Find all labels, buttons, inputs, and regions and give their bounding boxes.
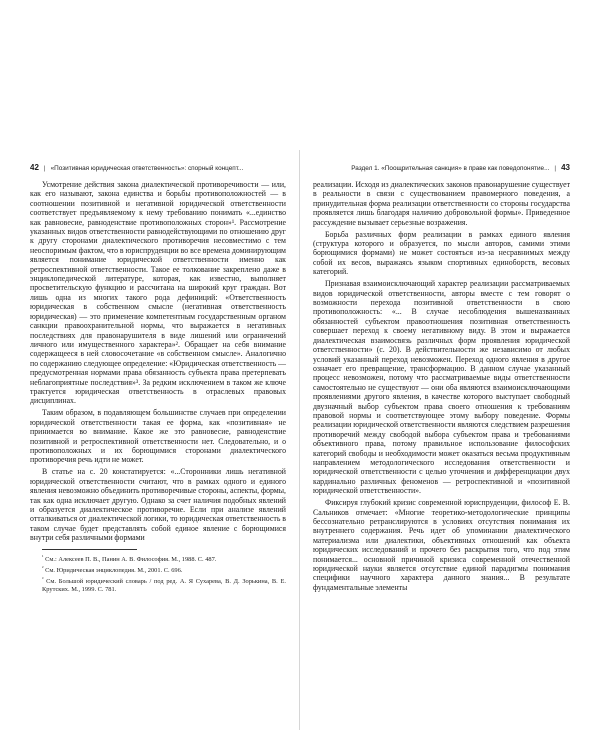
left-running-header bbox=[30, 163, 286, 173]
footnote: $^{^1}$ См.: Алексеев П. В., Панин А. В. Философия. М., 1988. С. 487. bbox=[42, 554, 217, 563]
paragraph: реализации. Исходя из диалектических законов правонарушение существует в реальности в связи с существованием правомерного поведения, а принудительная форма реализации ответственности со стороны государства проявляется лишь благодаря наличию добровольной формы». Приведенное рассуждение вызывает серьезные возражения. bbox=[313, 180, 570, 227]
page-number: 42 bbox=[30, 163, 39, 172]
paragraph: Борьба различных форм реализации в рамках единого явления (структура которого и образуется, по мысли авторов, самими этими борющимися формами) не может состояться из-за несравнимых между собой их весов, выражаясь языком спортивных единоборств, весовых категорий. bbox=[313, 229, 570, 277]
header-separator: | bbox=[43, 165, 46, 172]
running-title: Раздел 1. «Поощрительная санкция» в праве как поведопонятие... bbox=[351, 165, 550, 172]
paragraph: Усмотрение действия закона диалектической противоречивости — или, как его называют, закона единства и борьбы противоположностей — в соотношении позитивной и негативной юридической ответственности соответствует предъявляемому к нему требованию понимать «...единство как равновесие, равноденствие противоположных сторон»¹. Рассмотрение указанных видов ответственности равнодействующими по отношению друг к другу сторонами диалектического противоречия несовместимо с тем неоспоримым фактом, что в юриспруденции во все времена доминирующим является понимание юридической ответственности именно как ретроспективной ответственности. Такое ее толкование закреплено даже в энциклопедической литературе, которая, как известно, выполняет просветительскую функцию и рассчитана на широкий круг граждан. Вот лишь одна из многих такого рода дефиниций: «Ответственность юридическая в собственном смысле (негативная ответственность юридическая) — это применение компетентным государственным органом санкции правоохранительной нормы, что выражается в негативных последствиях для правонарушителя в виде лишений или ограничений личного или имущественного характера»². Обращает на себя внимание содержащееся в ней словосочетание «в собственном смысле». Аналогично по содержанию следующее определение: «Юридическая ответственность — предусмотренная нормами права обязанность субъекта права претерпевать неблагоприятные последствия»³. За редким исключением в таком же ключе трактуется юридическая ответственность в отраслевых правовых дисциплинах. bbox=[30, 180, 286, 406]
right-running-header bbox=[313, 163, 570, 173]
footnote: $^{^3}$ См. Большой юридический словарь / под ред. А. Я Сухарева, В. Д. Зорькина, В. Е. Крутских. М., 1999. С. 781. bbox=[42, 576, 286, 593]
paragraph: Таким образом, в подавляющем большинстве случаев при определении юридической ответственности такая ее форма, как «позитивная» не принимается во внимание. Какое же это равновесие, равноденствие позитивной и ретроспективной ответственности нет. Следовательно, и о противоположных и их борющимися сторонами диалектического противоречия речь идти не может. bbox=[30, 408, 286, 465]
paragraph: В статье на с. 20 констатируется: «...Сторонники лишь негативной юридической ответственности считают, что в рамках одного и единого явления невозможно объединить противоречивые стороны, аспекты, формы, так как одна исключает другую. Однако за счет наличия подобных явлений и образуется диалектическое противоречие. Если при анализе явлений отталкиваться от диалектической логики, то юридическая ответственность в таком случае будет представлять собой единое явление с борющимися внутри себя различными формами bbox=[30, 467, 286, 543]
footnote-separator bbox=[42, 549, 137, 550]
page-number: 43 bbox=[561, 163, 570, 172]
paragraph: Признавая взаимоисключающий характер реализации рассматриваемых видов юридической ответственности, авторы вместе с тем говорят о возможности перехода позитивной ответственности в свою противоположность: «... В случае несоблюдения вышеназванных обязанностей субъектом правоотношения позитивная ответственность совершает переход к своему негативному виду. В этом и выражается диалектическая взаимосвязь различных форм проявления юридической ответственности» (с. 20). В действительности же независимо от любых условий указанный переход невозможен. Переход одного явления в другое означает его превращение, трансформацию. В данном случае указанный процесс невозможен, потому что рассматриваемые виды ответственности самостоятельно не существуют — они оба являются взаимоисключающими проявлениями другого явления, в качестве которого выступает свободный двузначный выбор субъектом права своего отношения к требованиям правовой нормы и соответствующее этому выбору поведение. Формы реализации юридической ответственности являются следствием разрешения противоречий между свободой выбора субъектом права и требованиями объективного права, потому правильное использование философских категорий свободы и необходимости может оказаться весьма продуктивным направлением методологического исследования ответственности и юридической ответственности с целью уточнения и дифференциации двух кардинально различных феноменов — ретроспективной и «позитивной юридической ответственности». bbox=[313, 279, 570, 496]
footnote: $^{^2}$ См. Юридическая энциклопедия. М., 2001. С. 696. bbox=[42, 565, 183, 574]
running-title: «Позитивная юридическая ответственность»: спорный концепт... bbox=[50, 165, 244, 172]
right-page bbox=[300, 0, 600, 750]
header-separator: | bbox=[554, 165, 557, 172]
paragraph: Фиксируя глубокий кризис современной юриспруденции, философ Е. В. Сальников отмечает: «Многие теоретико-методологические принципы бессознательно ретранслируются в условиях отсутствия понимания их внутреннего содержания. Речь идет об упоминании диалектического материализма или диалектики, объективных отношений как объекта юридических исследований и прочего без раскрытия того, что под этим понимается... основной причиной кризиса современной отечественной юридической науки является отсутствие единой парадигмы понимания специфики научного характера данного знания... В результате фундаментальные элементы bbox=[313, 498, 570, 592]
